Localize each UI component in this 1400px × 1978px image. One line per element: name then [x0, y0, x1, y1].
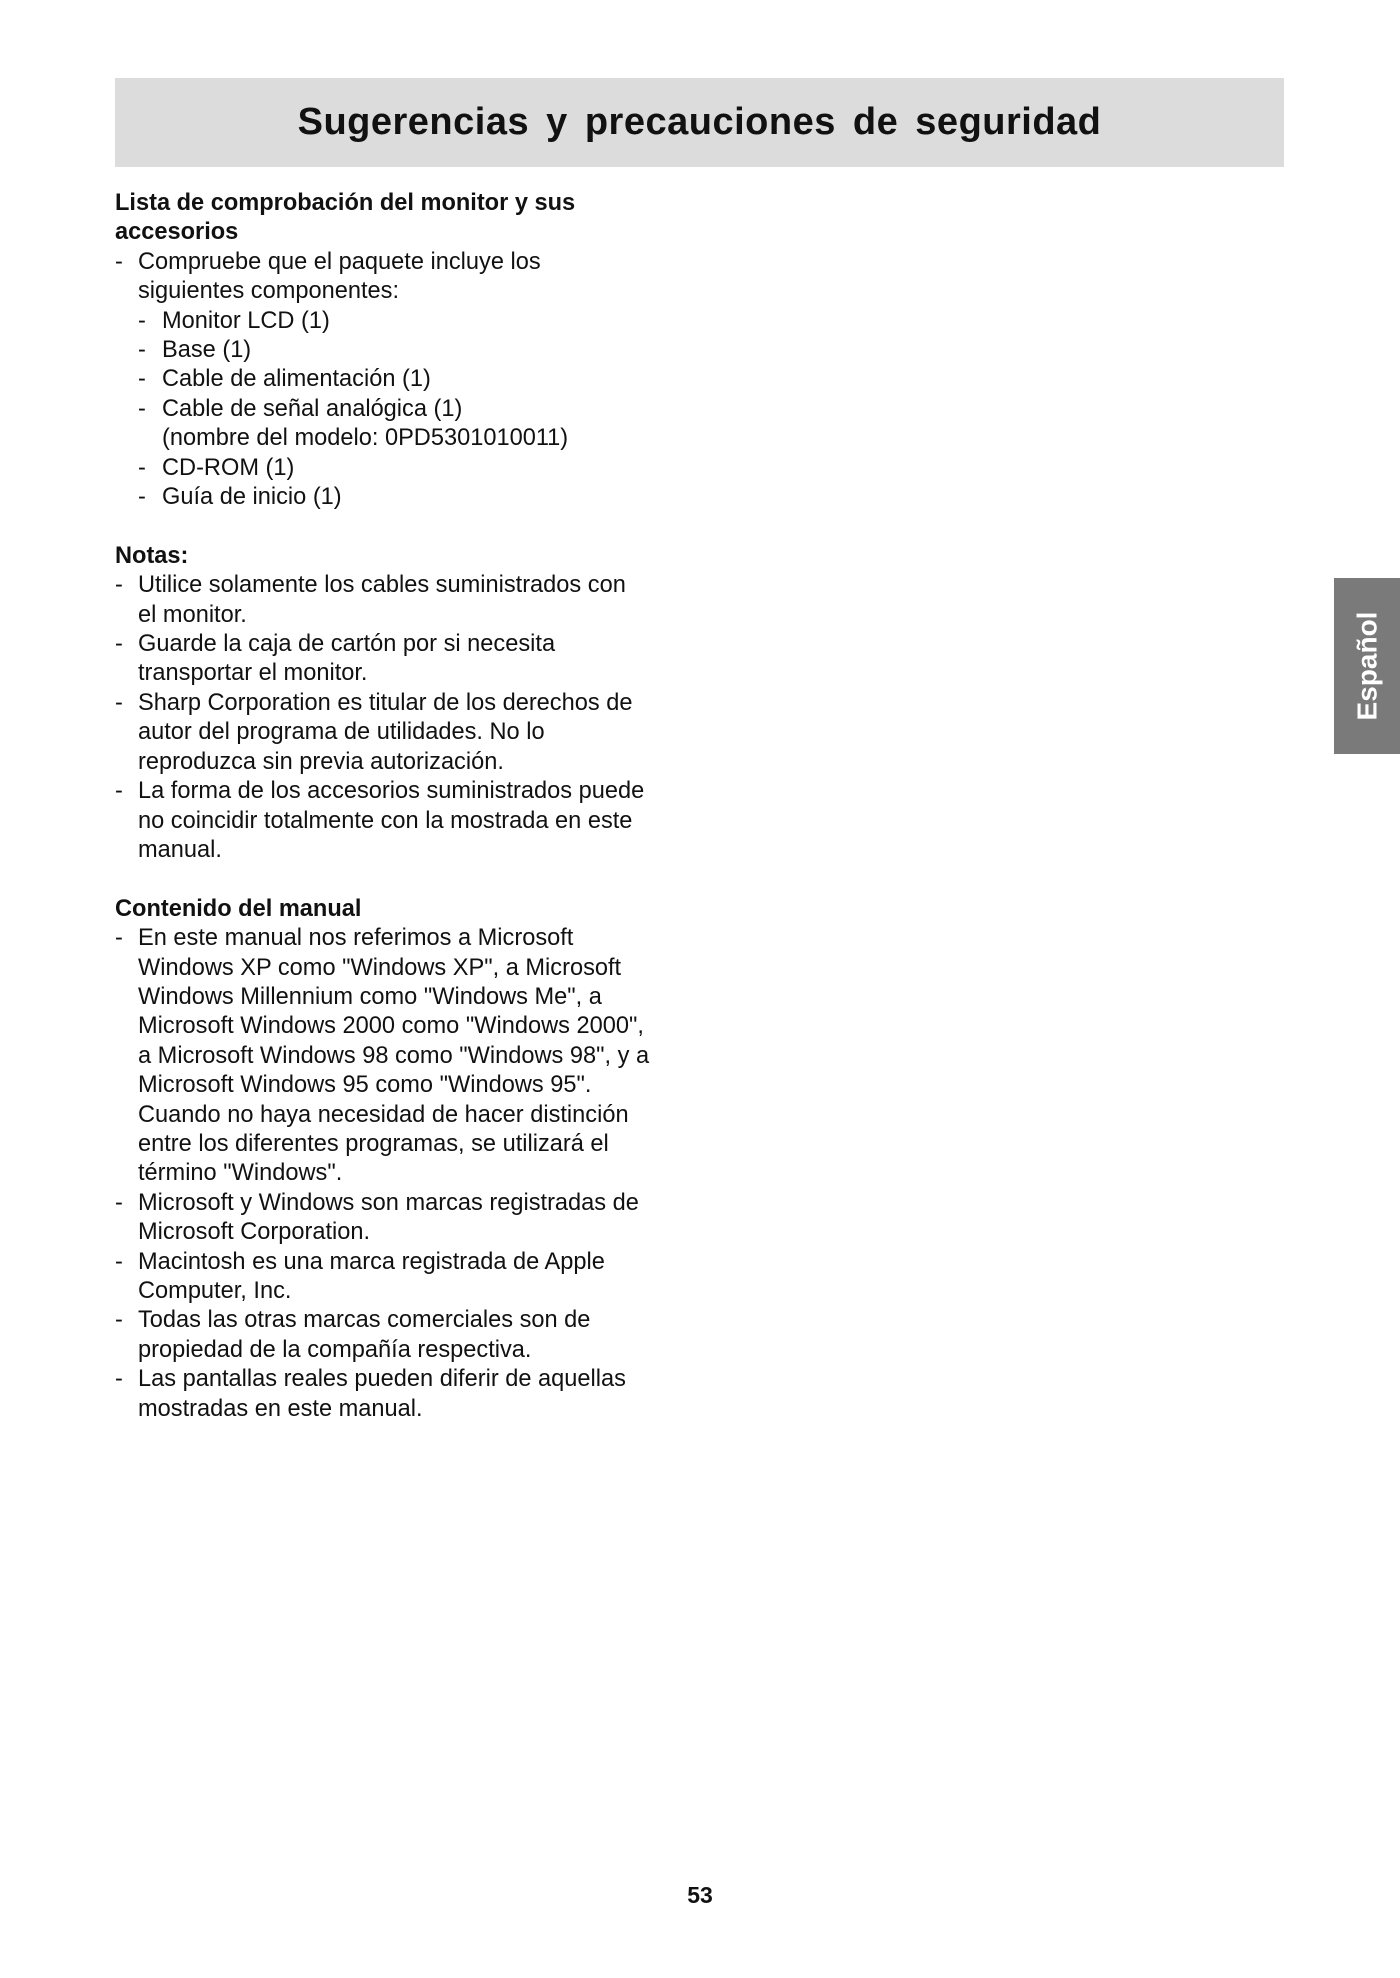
component-item: [115, 365, 715, 394]
list-item-line: reproduzca sin previa autorización.: [138, 748, 504, 775]
language-tab-label: Español: [1351, 611, 1383, 721]
component-item: [115, 454, 715, 483]
list-item-line: Macintosh es una marca registrada de Apple: [138, 1248, 605, 1275]
bullet-dash: -: [115, 1307, 123, 1334]
list-item-line: Microsoft Windows 95 como "Windows 95".: [138, 1072, 592, 1099]
intro-line-1: Compruebe que el paquete incluye los: [138, 248, 541, 275]
checklist-intro: [115, 248, 715, 307]
manual-contents-heading: Contenido del manual: [115, 895, 362, 922]
bullet-dash: -: [138, 307, 146, 334]
notes-section: [115, 542, 715, 865]
language-tab: [1334, 578, 1400, 754]
list-item: [115, 1365, 715, 1424]
list-item-line: mostradas en este manual.: [138, 1395, 423, 1422]
component-label: CD-ROM (1): [162, 454, 295, 481]
page-number: 53: [687, 1882, 713, 1908]
checklist-heading-line-2: accesorios: [115, 219, 239, 246]
list-item-line: no coincidir totalmente con la mostrada en este: [138, 807, 633, 834]
bullet-dash: -: [115, 925, 123, 952]
manual-contents-list: [115, 924, 715, 1424]
list-item: [115, 571, 715, 630]
list-item-line: Guarde la caja de cartón por si necesita: [138, 631, 556, 658]
bullet-dash: -: [115, 1248, 123, 1275]
component-label: Base (1): [162, 337, 252, 364]
component-label: Guía de inicio (1): [162, 484, 342, 511]
list-item-line: En este manual nos referimos a Microsoft: [138, 925, 574, 952]
bullet-dash: -: [115, 1189, 123, 1216]
model-note: (nombre del modelo: 0PD5301010011): [162, 425, 569, 452]
bullet-dash: -: [138, 484, 146, 511]
bullet-dash: -: [115, 689, 123, 716]
component-item: [115, 483, 715, 512]
list-item-line: Windows Millennium como "Windows Me", a: [138, 983, 602, 1010]
list-item-line: Sharp Corporation es titular de los derechos de: [138, 689, 633, 716]
list-item-line: a Microsoft Windows 98 como "Windows 98", y a: [138, 1042, 650, 1069]
list-item-line: Computer, Inc.: [138, 1278, 292, 1304]
bullet-dash: -: [115, 572, 123, 599]
list-item-line: término "Windows".: [138, 1160, 343, 1187]
list-item-line: Microsoft y Windows son marcas registradas de: [138, 1189, 639, 1216]
bullet-dash: -: [138, 395, 146, 422]
manual-contents-section: [115, 895, 715, 1424]
list-item-line: manual.: [138, 836, 222, 863]
component-label: Cable de señal analógica (1): [162, 395, 463, 422]
title-banner: [115, 78, 1284, 167]
component-item: [115, 307, 715, 336]
list-item: [115, 689, 715, 777]
list-item-line: Utilice solamente los cables suministrados con: [138, 572, 626, 599]
bullet-dash: -: [138, 454, 146, 481]
list-item: [115, 1306, 715, 1365]
page-title: Sugerencias y precauciones de seguridad: [297, 101, 1102, 143]
notes-list: [115, 571, 715, 865]
list-item-line: transportar el monitor.: [138, 660, 368, 687]
list-item: [115, 630, 715, 689]
bullet-dash: -: [115, 248, 123, 275]
list-item-line: Las pantallas reales pueden diferir de aquellas: [138, 1366, 626, 1393]
list-item-line: Cuando no haya necesidad de hacer distinción: [138, 1101, 629, 1128]
list-item-line: Microsoft Windows 2000 como "Windows 2000",: [138, 1013, 644, 1040]
list-item: [115, 924, 715, 1189]
list-item-line: Windows XP como "Windows XP", a Microsoft: [138, 954, 622, 981]
bullet-dash: -: [138, 337, 146, 364]
intro-line-2: siguientes componentes:: [138, 278, 400, 305]
list-item: [115, 1248, 715, 1307]
list-item: [115, 1189, 715, 1248]
bullet-dash: -: [115, 631, 123, 658]
checklist-section: [115, 189, 715, 512]
list-item-line: el monitor.: [138, 601, 247, 628]
component-label: Cable de alimentación (1): [162, 366, 431, 393]
main-column: [115, 189, 715, 1453]
bullet-dash: -: [115, 778, 123, 805]
bullet-dash: -: [115, 1366, 123, 1393]
checklist-heading-line-1: Lista de comprobación del monitor y sus: [115, 190, 576, 216]
list-item-line: Microsoft Corporation.: [138, 1219, 371, 1246]
bullet-dash: -: [138, 366, 146, 393]
component-label: Monitor LCD (1): [162, 307, 330, 334]
notes-heading: Notas:: [115, 542, 189, 569]
component-item: [115, 395, 715, 424]
list-item-line: autor del programa de utilidades. No lo: [138, 719, 545, 746]
list-item-line: Todas las otras marcas comerciales son de: [138, 1307, 591, 1334]
list-item: [115, 777, 715, 865]
list-item-line: La forma de los accesorios suministrados puede: [138, 778, 645, 805]
component-item: [115, 336, 715, 365]
list-item-line: propiedad de la compañía respectiva.: [138, 1336, 532, 1363]
list-item-line: entre los diferentes programas, se utilizará el: [138, 1130, 609, 1157]
